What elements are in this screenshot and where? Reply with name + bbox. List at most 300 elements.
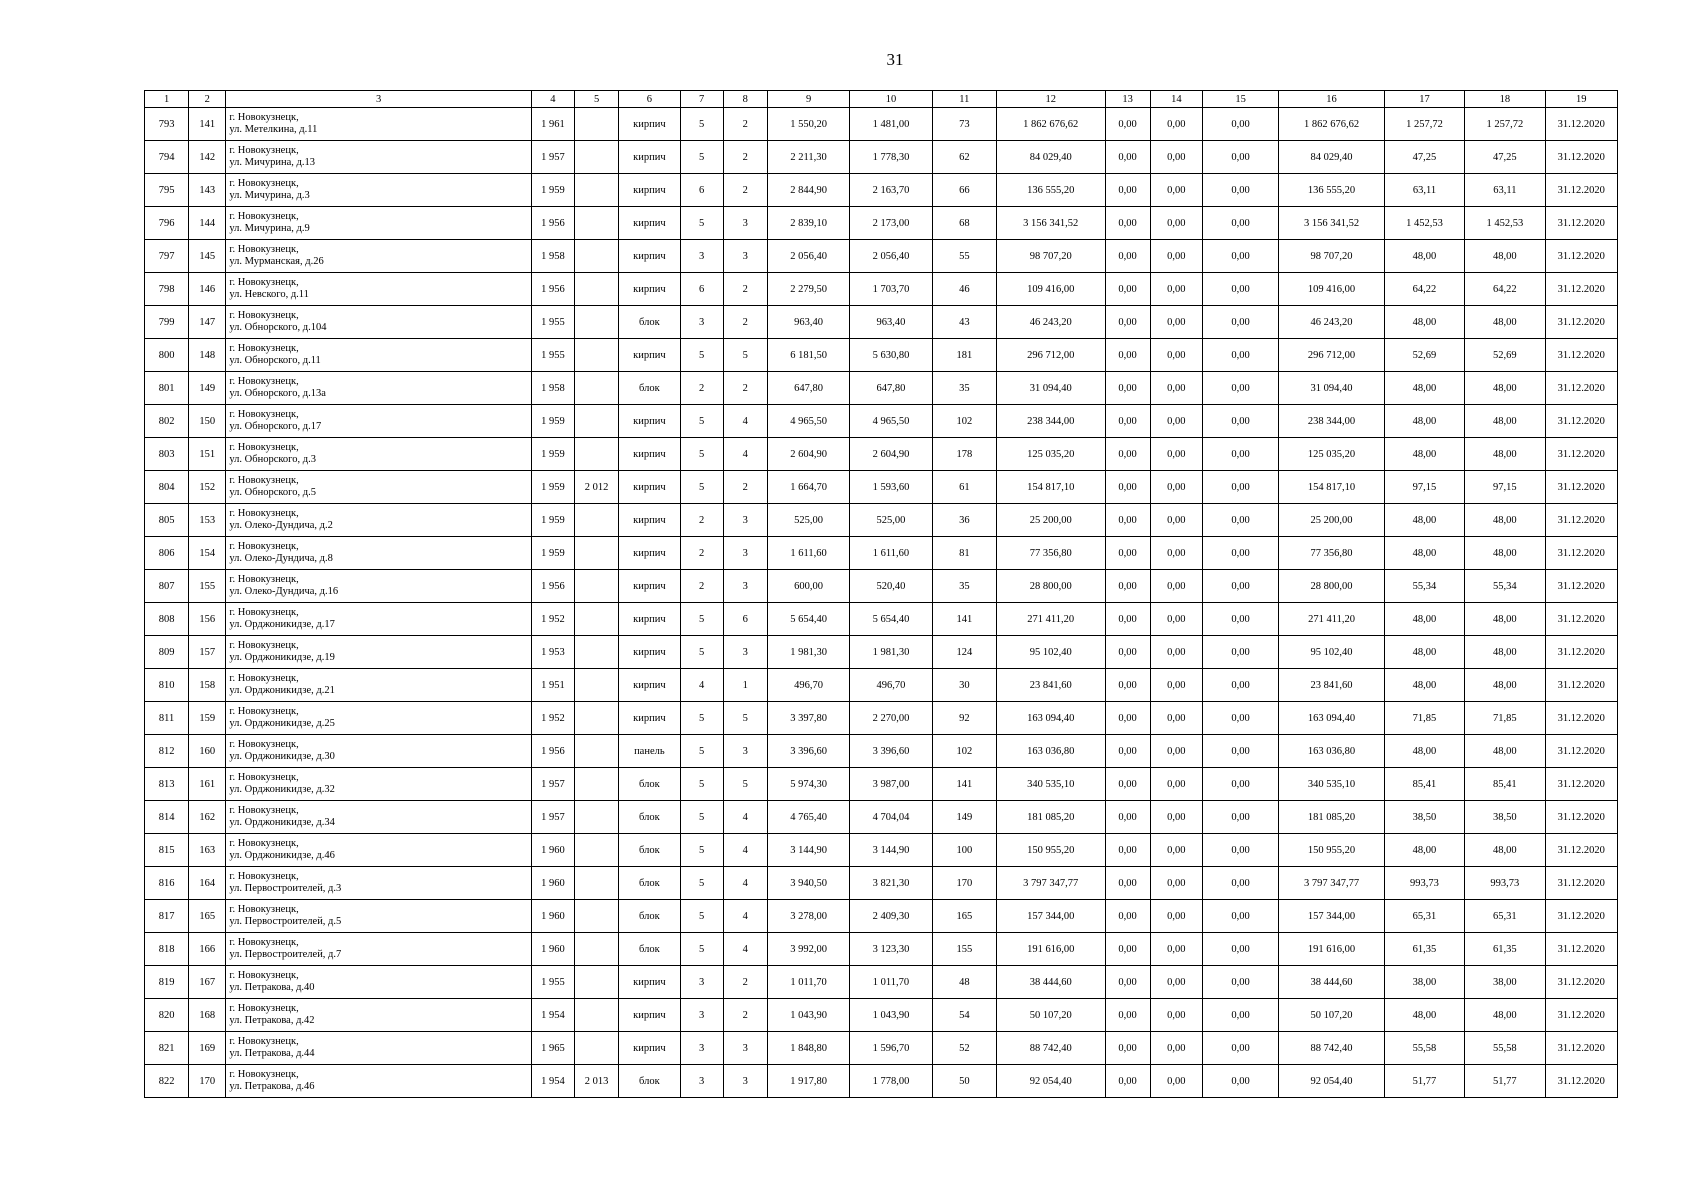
cell-col-16: 95 102,40 [1279, 636, 1385, 669]
cell-col-1: 814 [145, 801, 189, 834]
address-city: г. Новокузнецк, [229, 706, 299, 717]
cell-col-5 [575, 999, 619, 1032]
address-street: ул. Обнорского, д.5 [229, 487, 316, 498]
cell-col-19: 31.12.2020 [1545, 570, 1617, 603]
cell-col-15: 0,00 [1202, 306, 1278, 339]
cell-col-10: 520,40 [850, 570, 932, 603]
cell-col-10: 963,40 [850, 306, 932, 339]
cell-col-8: 3 [723, 735, 767, 768]
cell-col-16: 191 616,00 [1279, 933, 1385, 966]
cell-col-9: 1 011,70 [767, 966, 849, 999]
cell-col-1: 803 [145, 438, 189, 471]
cell-col-14: 0,00 [1150, 966, 1202, 999]
cell-col-1: 800 [145, 339, 189, 372]
cell-col-14: 0,00 [1150, 834, 1202, 867]
cell-col-15: 0,00 [1202, 273, 1278, 306]
table-row [145, 966, 1618, 999]
cell-col-2: 170 [189, 1065, 226, 1098]
cell-col-18: 48,00 [1465, 240, 1545, 273]
cell-col-10: 5 630,80 [850, 339, 932, 372]
cell-col-14: 0,00 [1150, 900, 1202, 933]
table-row [145, 933, 1618, 966]
address-city: г. Новокузнецк, [229, 607, 299, 618]
cell-col-14: 0,00 [1150, 240, 1202, 273]
address-street: ул. Мичурина, д.3 [229, 190, 310, 201]
cell-col-19: 31.12.2020 [1545, 207, 1617, 240]
address-cell [226, 570, 531, 603]
cell-col-11: 73 [932, 108, 996, 141]
cell-col-5 [575, 438, 619, 471]
cell-col-15: 0,00 [1202, 999, 1278, 1032]
cell-col-4: 1 960 [531, 867, 574, 900]
address-city: г. Новокузнецк, [229, 937, 299, 948]
address-street: ул. Обнорского, д.11 [229, 355, 321, 366]
cell-col-1: 818 [145, 933, 189, 966]
address-cell [226, 603, 531, 636]
cell-col-17: 1 257,72 [1384, 108, 1464, 141]
address-cell [226, 108, 531, 141]
table-row [145, 669, 1618, 702]
cell-col-14: 0,00 [1150, 141, 1202, 174]
address-city: г. Новокузнецк, [229, 442, 299, 453]
cell-col-14: 0,00 [1150, 867, 1202, 900]
cell-col-6: кирпич [619, 636, 680, 669]
cell-col-5 [575, 108, 619, 141]
cell-col-15: 0,00 [1202, 966, 1278, 999]
cell-col-13: 0,00 [1105, 504, 1150, 537]
cell-col-6: кирпич [619, 141, 680, 174]
cell-col-19: 31.12.2020 [1545, 372, 1617, 405]
cell-col-19: 31.12.2020 [1545, 834, 1617, 867]
cell-col-13: 0,00 [1105, 207, 1150, 240]
cell-col-14: 0,00 [1150, 174, 1202, 207]
cell-col-1: 807 [145, 570, 189, 603]
table-header [145, 91, 1618, 108]
column-header-9: 9 [767, 91, 849, 108]
cell-col-7: 6 [680, 273, 723, 306]
cell-col-4: 1 959 [531, 438, 574, 471]
cell-col-13: 0,00 [1105, 174, 1150, 207]
cell-col-4: 1 954 [531, 1065, 574, 1098]
cell-col-7: 5 [680, 438, 723, 471]
table-row [145, 1065, 1618, 1098]
cell-col-11: 165 [932, 900, 996, 933]
table-row [145, 108, 1618, 141]
cell-col-9: 5 654,40 [767, 603, 849, 636]
cell-col-9: 1 917,80 [767, 1065, 849, 1098]
column-header-13: 13 [1105, 91, 1150, 108]
cell-col-10: 1 981,30 [850, 636, 932, 669]
cell-col-7: 3 [680, 306, 723, 339]
table-row [145, 702, 1618, 735]
cell-col-8: 4 [723, 438, 767, 471]
cell-col-18: 48,00 [1465, 504, 1545, 537]
cell-col-4: 1 959 [531, 174, 574, 207]
cell-col-6: кирпич [619, 999, 680, 1032]
cell-col-2: 168 [189, 999, 226, 1032]
cell-col-4: 1 956 [531, 570, 574, 603]
cell-col-17: 48,00 [1384, 636, 1464, 669]
cell-col-7: 5 [680, 339, 723, 372]
cell-col-13: 0,00 [1105, 339, 1150, 372]
cell-col-7: 2 [680, 504, 723, 537]
cell-col-11: 149 [932, 801, 996, 834]
cell-col-10: 1 611,60 [850, 537, 932, 570]
cell-col-8: 3 [723, 1065, 767, 1098]
cell-col-10: 1 593,60 [850, 471, 932, 504]
cell-col-10: 5 654,40 [850, 603, 932, 636]
cell-col-9: 963,40 [767, 306, 849, 339]
cell-col-2: 169 [189, 1032, 226, 1065]
cell-col-11: 62 [932, 141, 996, 174]
cell-col-7: 5 [680, 405, 723, 438]
column-header-16: 16 [1279, 91, 1385, 108]
cell-col-8: 2 [723, 999, 767, 1032]
address-city: г. Новокузнецк, [229, 772, 299, 783]
cell-col-2: 156 [189, 603, 226, 636]
cell-col-11: 124 [932, 636, 996, 669]
cell-col-13: 0,00 [1105, 669, 1150, 702]
address-cell [226, 801, 531, 834]
cell-col-9: 3 397,80 [767, 702, 849, 735]
address-cell [226, 207, 531, 240]
cell-col-13: 0,00 [1105, 603, 1150, 636]
address-street: ул. Орджоникидзе, д.34 [229, 817, 335, 828]
cell-col-18: 48,00 [1465, 669, 1545, 702]
cell-col-15: 0,00 [1202, 339, 1278, 372]
cell-col-7: 5 [680, 141, 723, 174]
cell-col-18: 97,15 [1465, 471, 1545, 504]
cell-col-11: 100 [932, 834, 996, 867]
cell-col-17: 48,00 [1384, 504, 1464, 537]
cell-col-12: 46 243,20 [996, 306, 1105, 339]
cell-col-14: 0,00 [1150, 306, 1202, 339]
cell-col-1: 810 [145, 669, 189, 702]
cell-col-19: 31.12.2020 [1545, 273, 1617, 306]
cell-col-11: 102 [932, 405, 996, 438]
column-number-row [145, 91, 1618, 108]
cell-col-8: 2 [723, 966, 767, 999]
cell-col-15: 0,00 [1202, 1032, 1278, 1065]
column-header-6: 6 [619, 91, 680, 108]
cell-col-19: 31.12.2020 [1545, 306, 1617, 339]
cell-col-7: 5 [680, 471, 723, 504]
address-city: г. Новокузнецк, [229, 409, 299, 420]
cell-col-6: кирпич [619, 174, 680, 207]
address-city: г. Новокузнецк, [229, 178, 299, 189]
address-cell [226, 999, 531, 1032]
cell-col-19: 31.12.2020 [1545, 339, 1617, 372]
table-row [145, 174, 1618, 207]
cell-col-14: 0,00 [1150, 933, 1202, 966]
cell-col-18: 1 452,53 [1465, 207, 1545, 240]
address-cell [226, 1065, 531, 1098]
cell-col-16: 238 344,00 [1279, 405, 1385, 438]
cell-col-13: 0,00 [1105, 537, 1150, 570]
table-row [145, 603, 1618, 636]
cell-col-4: 1 959 [531, 537, 574, 570]
cell-col-10: 3 987,00 [850, 768, 932, 801]
cell-col-2: 158 [189, 669, 226, 702]
cell-col-9: 5 974,30 [767, 768, 849, 801]
cell-col-13: 0,00 [1105, 867, 1150, 900]
cell-col-14: 0,00 [1150, 537, 1202, 570]
cell-col-18: 48,00 [1465, 999, 1545, 1032]
cell-col-1: 794 [145, 141, 189, 174]
address-cell [226, 306, 531, 339]
cell-col-18: 61,35 [1465, 933, 1545, 966]
cell-col-16: 271 411,20 [1279, 603, 1385, 636]
table-row [145, 999, 1618, 1032]
address-city: г. Новокузнецк, [229, 673, 299, 684]
address-cell [226, 471, 531, 504]
cell-col-18: 71,85 [1465, 702, 1545, 735]
cell-col-17: 48,00 [1384, 405, 1464, 438]
column-header-4: 4 [531, 91, 574, 108]
cell-col-2: 162 [189, 801, 226, 834]
cell-col-8: 6 [723, 603, 767, 636]
cell-col-16: 154 817,10 [1279, 471, 1385, 504]
cell-col-19: 31.12.2020 [1545, 735, 1617, 768]
cell-col-9: 1 664,70 [767, 471, 849, 504]
cell-col-5 [575, 603, 619, 636]
cell-col-4: 1 961 [531, 108, 574, 141]
cell-col-16: 3 797 347,77 [1279, 867, 1385, 900]
cell-col-13: 0,00 [1105, 108, 1150, 141]
cell-col-12: 98 707,20 [996, 240, 1105, 273]
cell-col-13: 0,00 [1105, 933, 1150, 966]
cell-col-7: 5 [680, 207, 723, 240]
address-city: г. Новокузнецк, [229, 211, 299, 222]
cell-col-2: 167 [189, 966, 226, 999]
cell-col-12: 92 054,40 [996, 1065, 1105, 1098]
cell-col-5 [575, 933, 619, 966]
cell-col-19: 31.12.2020 [1545, 1032, 1617, 1065]
cell-col-10: 1 043,90 [850, 999, 932, 1032]
cell-col-10: 3 123,30 [850, 933, 932, 966]
cell-col-12: 125 035,20 [996, 438, 1105, 471]
cell-col-4: 1 957 [531, 768, 574, 801]
cell-col-2: 148 [189, 339, 226, 372]
cell-col-12: 136 555,20 [996, 174, 1105, 207]
cell-col-6: кирпич [619, 339, 680, 372]
cell-col-9: 1 550,20 [767, 108, 849, 141]
cell-col-5 [575, 768, 619, 801]
cell-col-9: 2 279,50 [767, 273, 849, 306]
cell-col-19: 31.12.2020 [1545, 966, 1617, 999]
address-cell [226, 966, 531, 999]
cell-col-7: 3 [680, 1065, 723, 1098]
cell-col-9: 1 043,90 [767, 999, 849, 1032]
cell-col-13: 0,00 [1105, 372, 1150, 405]
cell-col-17: 97,15 [1384, 471, 1464, 504]
cell-col-6: блок [619, 372, 680, 405]
cell-col-4: 1 956 [531, 735, 574, 768]
cell-col-1: 793 [145, 108, 189, 141]
address-street: ул. Орджоникидзе, д.21 [229, 685, 335, 696]
cell-col-18: 48,00 [1465, 372, 1545, 405]
cell-col-5 [575, 966, 619, 999]
cell-col-18: 48,00 [1465, 603, 1545, 636]
cell-col-10: 2 409,30 [850, 900, 932, 933]
cell-col-13: 0,00 [1105, 405, 1150, 438]
address-city: г. Новокузнецк, [229, 475, 299, 486]
cell-col-9: 2 056,40 [767, 240, 849, 273]
cell-col-6: блок [619, 768, 680, 801]
cell-col-2: 165 [189, 900, 226, 933]
cell-col-19: 31.12.2020 [1545, 471, 1617, 504]
address-street: ул. Метелкина, д.11 [229, 124, 318, 135]
cell-col-11: 81 [932, 537, 996, 570]
address-city: г. Новокузнецк, [229, 376, 299, 387]
cell-col-16: 125 035,20 [1279, 438, 1385, 471]
cell-col-7: 3 [680, 240, 723, 273]
cell-col-18: 47,25 [1465, 141, 1545, 174]
cell-col-5 [575, 141, 619, 174]
cell-col-16: 77 356,80 [1279, 537, 1385, 570]
cell-col-8: 3 [723, 207, 767, 240]
cell-col-11: 102 [932, 735, 996, 768]
cell-col-12: 28 800,00 [996, 570, 1105, 603]
cell-col-14: 0,00 [1150, 603, 1202, 636]
cell-col-16: 109 416,00 [1279, 273, 1385, 306]
cell-col-13: 0,00 [1105, 141, 1150, 174]
address-street: ул. Петракова, д.42 [229, 1015, 315, 1026]
cell-col-19: 31.12.2020 [1545, 405, 1617, 438]
address-city: г. Новокузнецк, [229, 145, 299, 156]
address-street: ул. Петракова, д.40 [229, 982, 315, 993]
cell-col-4: 1 952 [531, 603, 574, 636]
cell-col-12: 296 712,00 [996, 339, 1105, 372]
address-cell [226, 504, 531, 537]
cell-col-15: 0,00 [1202, 603, 1278, 636]
cell-col-5 [575, 702, 619, 735]
cell-col-15: 0,00 [1202, 207, 1278, 240]
cell-col-6: панель [619, 735, 680, 768]
cell-col-14: 0,00 [1150, 273, 1202, 306]
address-street: ул. Орджоникидзе, д.46 [229, 850, 335, 861]
cell-col-11: 46 [932, 273, 996, 306]
cell-col-18: 48,00 [1465, 438, 1545, 471]
cell-col-10: 2 173,00 [850, 207, 932, 240]
cell-col-10: 4 704,04 [850, 801, 932, 834]
cell-col-19: 31.12.2020 [1545, 636, 1617, 669]
address-street: ул. Обнорского, д.3 [229, 454, 316, 465]
cell-col-12: 95 102,40 [996, 636, 1105, 669]
cell-col-5 [575, 240, 619, 273]
cell-col-9: 6 181,50 [767, 339, 849, 372]
cell-col-13: 0,00 [1105, 999, 1150, 1032]
address-cell [226, 933, 531, 966]
address-street: ул. Орджоникидзе, д.32 [229, 784, 335, 795]
cell-col-1: 819 [145, 966, 189, 999]
cell-col-2: 147 [189, 306, 226, 339]
cell-col-5 [575, 834, 619, 867]
address-street: ул. Мурманская, д.26 [229, 256, 324, 267]
cell-col-7: 4 [680, 669, 723, 702]
table-row [145, 867, 1618, 900]
cell-col-19: 31.12.2020 [1545, 768, 1617, 801]
cell-col-2: 145 [189, 240, 226, 273]
cell-col-17: 52,69 [1384, 339, 1464, 372]
cell-col-7: 6 [680, 174, 723, 207]
cell-col-5 [575, 801, 619, 834]
cell-col-9: 2 844,90 [767, 174, 849, 207]
address-city: г. Новокузнецк, [229, 640, 299, 651]
table-row [145, 735, 1618, 768]
cell-col-9: 2 211,30 [767, 141, 849, 174]
table-row [145, 207, 1618, 240]
cell-col-12: 163 094,40 [996, 702, 1105, 735]
cell-col-6: кирпич [619, 405, 680, 438]
cell-col-5 [575, 306, 619, 339]
address-city: г. Новокузнецк, [229, 739, 299, 750]
table-row [145, 372, 1618, 405]
cell-col-12: 25 200,00 [996, 504, 1105, 537]
address-cell [226, 867, 531, 900]
cell-col-9: 1 981,30 [767, 636, 849, 669]
cell-col-2: 151 [189, 438, 226, 471]
cell-col-4: 1 955 [531, 966, 574, 999]
cell-col-17: 48,00 [1384, 240, 1464, 273]
cell-col-1: 802 [145, 405, 189, 438]
cell-col-4: 1 957 [531, 141, 574, 174]
cell-col-2: 161 [189, 768, 226, 801]
address-city: г. Новокузнецк, [229, 1069, 299, 1080]
cell-col-10: 525,00 [850, 504, 932, 537]
cell-col-12: 1 862 676,62 [996, 108, 1105, 141]
address-cell [226, 1032, 531, 1065]
cell-col-11: 54 [932, 999, 996, 1032]
cell-col-7: 5 [680, 900, 723, 933]
cell-col-1: 801 [145, 372, 189, 405]
address-city: г. Новокузнецк, [229, 541, 299, 552]
cell-col-14: 0,00 [1150, 207, 1202, 240]
cell-col-14: 0,00 [1150, 702, 1202, 735]
cell-col-15: 0,00 [1202, 768, 1278, 801]
cell-col-11: 170 [932, 867, 996, 900]
cell-col-14: 0,00 [1150, 438, 1202, 471]
cell-col-17: 71,85 [1384, 702, 1464, 735]
cell-col-9: 647,80 [767, 372, 849, 405]
column-header-17: 17 [1384, 91, 1464, 108]
cell-col-14: 0,00 [1150, 339, 1202, 372]
cell-col-13: 0,00 [1105, 306, 1150, 339]
cell-col-8: 3 [723, 636, 767, 669]
cell-col-8: 3 [723, 1032, 767, 1065]
cell-col-14: 0,00 [1150, 1032, 1202, 1065]
cell-col-16: 296 712,00 [1279, 339, 1385, 372]
cell-col-16: 340 535,10 [1279, 768, 1385, 801]
cell-col-1: 805 [145, 504, 189, 537]
address-cell [226, 669, 531, 702]
address-cell [226, 240, 531, 273]
address-street: ул. Первостроителей, д.3 [229, 883, 342, 894]
cell-col-8: 4 [723, 933, 767, 966]
cell-col-11: 155 [932, 933, 996, 966]
cell-col-13: 0,00 [1105, 768, 1150, 801]
cell-col-15: 0,00 [1202, 537, 1278, 570]
cell-col-8: 2 [723, 372, 767, 405]
cell-col-11: 52 [932, 1032, 996, 1065]
cell-col-10: 1 596,70 [850, 1032, 932, 1065]
cell-col-15: 0,00 [1202, 636, 1278, 669]
cell-col-2: 152 [189, 471, 226, 504]
cell-col-9: 3 940,50 [767, 867, 849, 900]
cell-col-5 [575, 537, 619, 570]
cell-col-17: 48,00 [1384, 999, 1464, 1032]
cell-col-8: 2 [723, 141, 767, 174]
